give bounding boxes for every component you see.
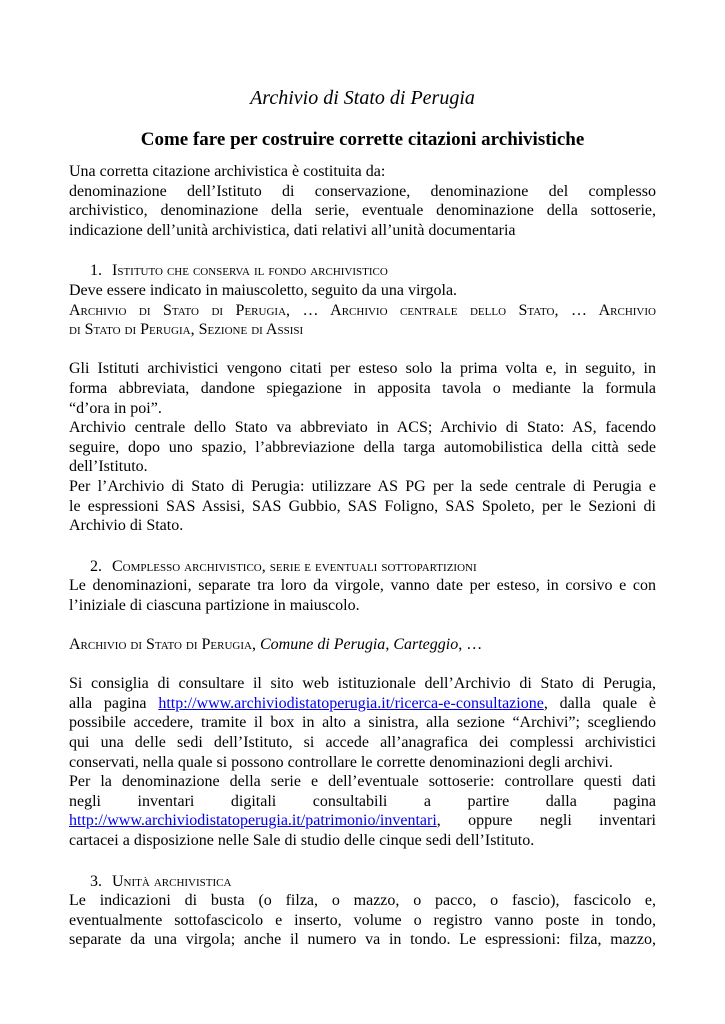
text-span: alla pagina: [69, 694, 147, 712]
paragraph-line: Le indicazioni di busta (o filza, o mazzo, o pacco, o fascio), fascicolo e,: [69, 892, 656, 910]
paragraph-line: [69, 694, 656, 714]
paragraph-line: seguire, dopo uno spazio, l’abbreviazione della targa automobilistica della città sede: [69, 438, 656, 456]
paragraph-line: dell’Istituto.: [69, 458, 148, 476]
section-number: 1.: [90, 262, 102, 280]
intro-line: indicazione dell’unità archivistica, dati relativi all’unità documentaria: [69, 221, 516, 239]
paragraph-line: Per l’Archivio di Stato di Perugia: utilizzare AS PG per la sede centrale di Perugia e: [69, 477, 656, 495]
section-number: 3.: [90, 872, 102, 890]
paragraph-gap: [69, 340, 656, 360]
section-heading-3: [69, 872, 656, 892]
paragraph-line: Si consiglia di consultare il sito web istituzionale dell’Archivio di Stato di Perugia,: [69, 675, 656, 693]
text-span: , oppure negli inventari: [436, 812, 656, 830]
example-line: Archivio di Stato di Perugia, … Archivio centrale dello Stato, … Archivio: [69, 301, 656, 319]
link-ricerca-consultazione[interactable]: http://www.archiviodistatoperugia.it/ricerca-e-consultazione: [158, 694, 544, 712]
example-separator: ,: [385, 636, 390, 654]
section-heading-text: Istituto che conserva il fondo archivistico: [112, 262, 388, 280]
intro-line: archivistico, denominazione della serie, eventuale denominazione della sottoserie,: [69, 202, 656, 220]
section-rule: Le denominazioni, separate tra loro da virgole, vanno date per esteso, in corsivo e con: [69, 577, 656, 595]
link-inventari[interactable]: http://www.archiviodistatoperugia.it/patrimonio/inventari: [69, 812, 437, 830]
example-ellipsis: , …: [458, 636, 483, 654]
intro-line: denominazione dell’Istituto di conservazione, denominazione del complesso: [69, 182, 656, 200]
example-fonds: Comune di Perugia: [259, 636, 386, 654]
paragraph-gap: [69, 615, 656, 635]
section-rule: l’iniziale di ciascuna partizione in maiuscolo.: [69, 596, 360, 614]
text-span: , dalla quale è: [543, 694, 657, 712]
example-institution: Archivio di Stato di Perugia,: [69, 636, 256, 654]
paragraph-line: Per la denominazione della serie e dell’eventuale sottoserie: controllare questi dati: [69, 773, 656, 791]
paragraph-line: negli inventari digitali consultabili a partire dalla pagina: [69, 792, 656, 810]
section-heading-text: Complesso archivistico, serie e eventuali sottopartizioni: [112, 557, 477, 575]
paragraph-line: Archivio centrale dello Stato va abbreviato in ACS; Archivio di Stato: AS, facendo: [69, 419, 656, 437]
paragraph-line: conservati, nella quale si possono controllare le corrette denominazioni degli archivi.: [69, 753, 613, 771]
paragraph-line: Gli Istituti archivistici vengono citati per esteso solo la prima volta e, in seguito, in: [69, 360, 656, 378]
paragraph-line: eventualmente sottofascicolo e inserto, volume o registro vanno poste in tondo,: [69, 911, 656, 929]
paragraph-line: “d’ora in poi”.: [69, 399, 162, 417]
example-line: di Stato di Perugia, Sezione di Assisi: [69, 321, 304, 339]
section-number: 2.: [90, 557, 102, 575]
section-heading-2: [69, 557, 656, 577]
document-title: Come fare per costruire corrette citazioni archivistiche: [140, 129, 585, 150]
paragraph-line: forma abbreviata, dandone spiegazione in apposita tavola o mediante la formula: [69, 379, 656, 397]
paragraph-gap: [69, 655, 656, 675]
example-line: [69, 635, 656, 655]
example-series: Carteggio: [393, 636, 459, 654]
paragraph-line: possibile accedere, tramite il box in alto a sinistra, alla sezione “Archivi”; scegliendo: [69, 714, 656, 732]
paragraph-line: le espressioni SAS Assisi, SAS Gubbio, SAS Foligno, SAS Spoleto, per le Sezioni di: [69, 497, 656, 515]
paragraph-line: [69, 811, 656, 831]
section-heading-1: [69, 261, 656, 281]
paragraph-line: cartacei a disposizione nelle Sale di studio delle cinque sedi dell’Istituto.: [69, 832, 535, 849]
intro-block: [69, 162, 656, 240]
paragraph-line: Archivio di Stato.: [69, 517, 184, 535]
intro-lead: Una corretta citazione archivistica è costituita da:: [69, 163, 386, 180]
section-rule: Deve essere indicato in maiuscoletto, seguito da una virgola.: [69, 281, 458, 299]
paragraph-line: separate da una virgola; anche il numero va in tondo. Le espressioni: filza, mazzo,: [69, 931, 656, 949]
institution-title: Archivio di Stato di Perugia: [250, 87, 475, 109]
paragraph-line: qui una delle sedi dell’Istituto, si accede all’anagrafica dei complessi archivistici: [69, 734, 656, 752]
section-heading-text: Unità archivistica: [112, 872, 232, 890]
